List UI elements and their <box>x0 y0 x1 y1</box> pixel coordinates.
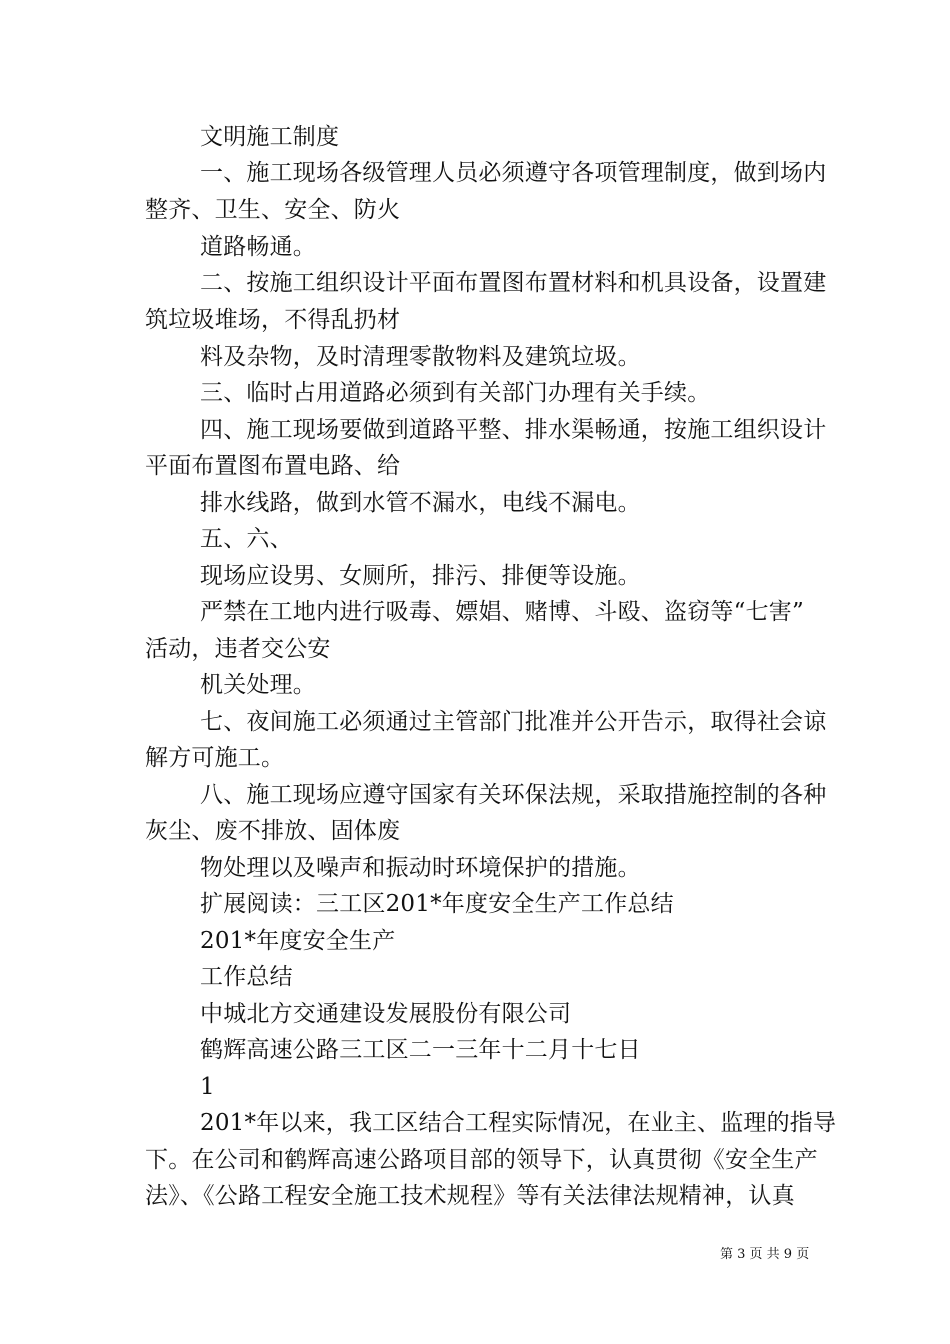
paragraph-line: 物处理以及噪声和振动时环境保护的措施。 <box>200 855 641 881</box>
paragraph-line: 解方可施工。 <box>145 745 285 771</box>
paragraph-line: 排水线路，做到水管不漏水，电线不漏电。 <box>200 490 641 516</box>
paragraph-line: 七、夜间施工必须通过主管部门批准并公开告示，取得社会谅 <box>200 709 827 735</box>
paragraph-line: 严禁在工地内进行吸毒、嫖娼、赌博、斗殴、盗窃等“七害” <box>200 599 804 625</box>
paragraph-line: 八、施工现场应遵守国家有关环保法规，采取措施控制的各种 <box>200 782 827 808</box>
document-title: 文明施工制度 <box>200 124 340 150</box>
paragraph-line: 平面布置图布置电路、给 <box>145 453 401 479</box>
paragraph-line: 201*年以来，我工区结合工程实际情况，在业主、监理的指导 <box>200 1110 837 1136</box>
report-title-line: 201*年度安全生产 <box>200 928 396 954</box>
paragraph-line: 法》、《公路工程安全施工技术规程》等有关法律法规精神，认真 <box>145 1183 795 1209</box>
section-heading: 扩展阅读：三工区201*年度安全生产工作总结 <box>200 891 674 917</box>
paragraph-line: 机关处理。 <box>200 672 316 698</box>
report-title-line: 工作总结 <box>200 964 293 990</box>
paragraph-line: 料及杂物，及时清理零散物料及建筑垃圾。 <box>200 344 641 370</box>
page-number-marker: 1 <box>200 1074 215 1100</box>
paragraph-line: 下。在公司和鹤辉高速公路项目部的领导下，认真贯彻《安全生产 <box>145 1147 818 1173</box>
paragraph-line: 五、六、 <box>200 526 293 552</box>
page-footer: 第 3 页 共 9 页 <box>720 1247 810 1262</box>
paragraph-line: 四、施工现场要做到道路平整、排水渠畅通，按施工组织设计 <box>200 417 827 443</box>
paragraph-line: 筑垃圾堆场，不得乱扔材 <box>145 307 401 333</box>
paragraph-line: 二、按施工组织设计平面布置图布置材料和机具设备，设置建 <box>200 270 827 296</box>
paragraph-line: 现场应设男、女厕所，排污、排便等设施。 <box>200 563 641 589</box>
paragraph-line: 道路畅通。 <box>200 234 316 260</box>
paragraph-line: 三、临时占用道路必须到有关部门办理有关手续。 <box>200 380 711 406</box>
paragraph-line: 灰尘、废不排放、固体废 <box>145 818 401 844</box>
paragraph-line: 活动，违者交公安 <box>145 636 331 662</box>
paragraph-line: 整齐、卫生、安全、防火 <box>145 197 401 223</box>
company-name: 中城北方交通建设发展股份有限公司 <box>200 1001 572 1027</box>
report-date-line: 鹤辉高速公路三工区二一三年十二月十七日 <box>200 1037 641 1063</box>
paragraph-line: 一、施工现场各级管理人员必须遵守各项管理制度，做到场内 <box>200 160 827 186</box>
